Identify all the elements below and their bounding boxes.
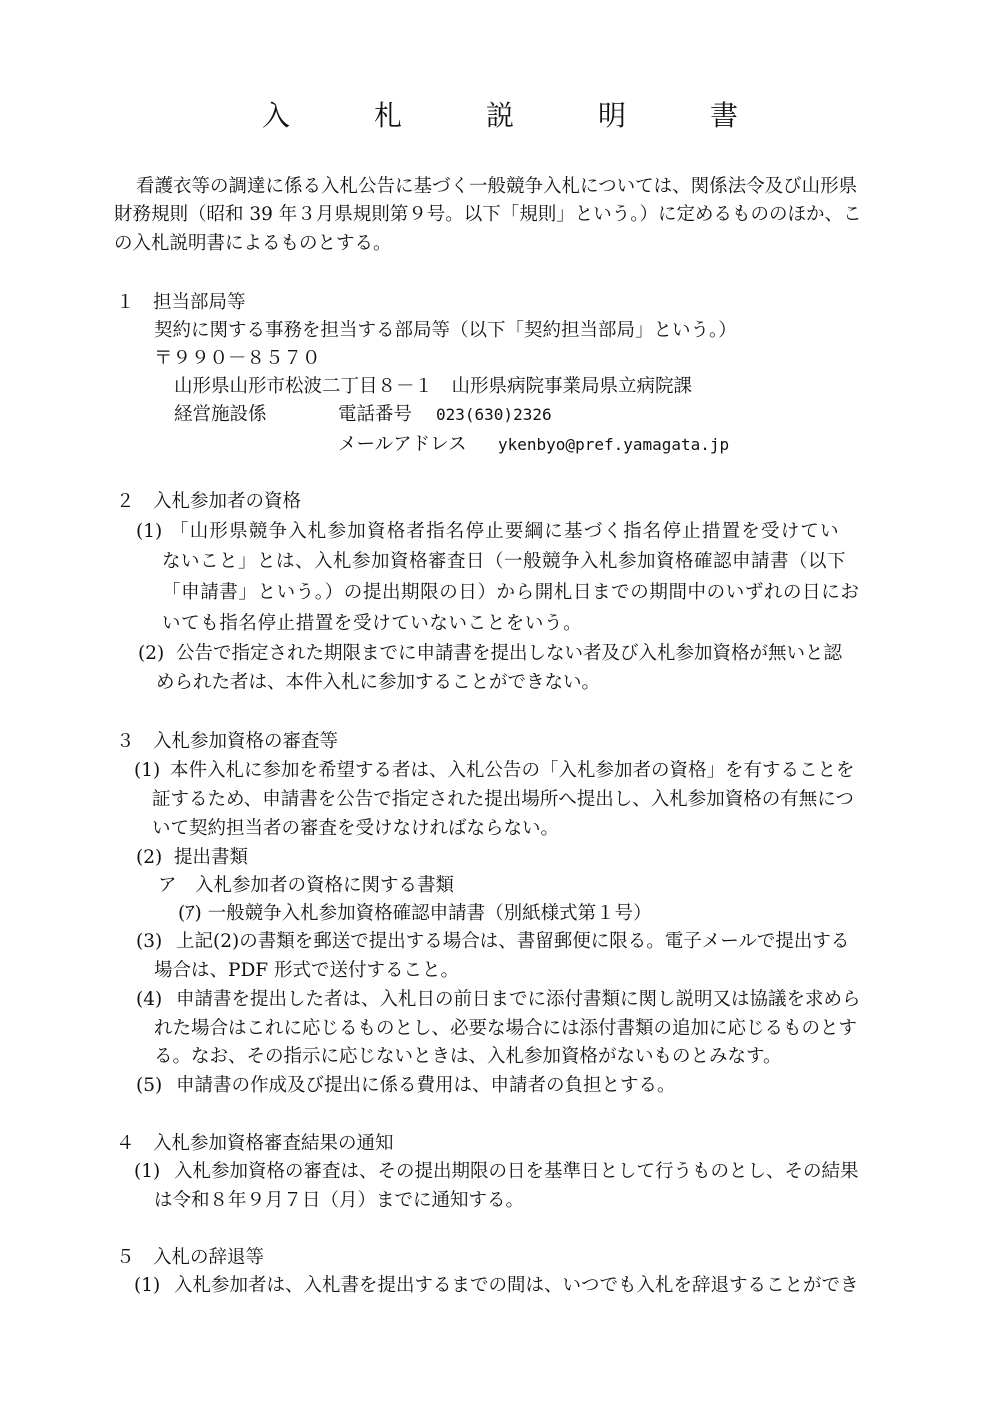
- section-1-heading: １ 担当部局等: [116, 292, 246, 313]
- s2-item-1-line-4: いても指名停止措置を受けていないことをいう。: [162, 613, 583, 634]
- s3-item-2-text: 提出書類: [174, 847, 249, 868]
- s4-item-1-line-1: 入札参加資格の審査は、その提出期限の日を基準日として行うものとし、その結果: [174, 1161, 859, 1182]
- s3-item-1-number: (1): [134, 760, 161, 781]
- section-2-heading: ２ 入札参加者の資格: [116, 491, 302, 512]
- s3-item-1-line-3: いて契約担当者の審査を受けなければならない。: [152, 818, 560, 839]
- s3-item-1-line-2: 証するため、申請書を公告で指定された提出場所へ提出し、入札参加資格の有無につ: [152, 789, 854, 810]
- tel-number: 023(630)2326: [436, 405, 552, 424]
- document-title: 入 札 説 明 書: [261, 99, 766, 132]
- section-4-heading: ４ 入札参加資格審査結果の通知: [116, 1133, 394, 1154]
- section-3-heading: ３ 入札参加資格の審査等: [116, 731, 339, 752]
- mail-label: メールアドレス: [338, 434, 467, 455]
- s4-item-1-number: (1): [134, 1161, 161, 1182]
- s3-item-5-number: (5): [136, 1075, 163, 1096]
- s3-item-2-sub-a-1: (ｱ) 一般競争入札参加資格確認申請書（別紙様式第１号）: [178, 903, 652, 924]
- s2-item-2-line-1: 公告で指定された期限までに申請書を提出しない者及び入札参加資格が無いと認: [176, 643, 843, 664]
- s3-item-3-number: (3): [136, 931, 163, 952]
- s5-item-1-line-1: 入札参加者は、入札書を提出するまでの間は、いつでも入札を辞退することができ: [174, 1275, 859, 1296]
- s3-item-2-number: (2): [136, 847, 163, 868]
- s4-item-1-line-2: は令和８年９月７日（月）までに通知する。: [154, 1190, 525, 1211]
- s3-item-4-line-2: れた場合はこれに応じるものとし、必要な場合には添付書類の追加に応じるものとす: [154, 1018, 858, 1039]
- intro-line-1: 看護衣等の調達に係る入札公告に基づく一般競争入札については、関係法令及び山形県: [136, 176, 858, 197]
- s3-item-2-sub-a: ア 入札参加者の資格に関する書類: [158, 875, 455, 896]
- intro-line-3: の入札説明書によるものとする。: [114, 233, 392, 254]
- intro-line-2: 財務規則（昭和 39 年３月県規則第９号。以下「規則」という。）に定めるもののほか、こ: [114, 204, 862, 225]
- section-1-text: 契約に関する事務を担当する部局等（以下「契約担当部局」という。）: [154, 320, 737, 341]
- s3-item-4-line-1: 申請書を提出した者は、入札日の前日までに添付書類に関し説明又は協議を求めら: [176, 989, 861, 1010]
- address: 山形県山形市松波二丁目８－１ 山形県病院事業局県立病院課: [174, 376, 693, 397]
- s2-item-2-number: (2): [138, 643, 165, 664]
- s2-item-1-line-1: 「山形県競争入札参加資格者指名停止要綱に基づく指名停止措置を受けてい: [170, 521, 840, 542]
- s3-item-4-number: (4): [136, 989, 163, 1010]
- s3-item-3-line-1: 上記(2)の書類を郵送で提出する場合は、書留郵便に限る。電子メールで提出する: [176, 931, 850, 952]
- section-name: 経営施設係: [174, 404, 267, 425]
- mail-address[interactable]: ykenbyo@pref.yamagata.jp: [498, 435, 730, 454]
- s2-item-2-line-2: められた者は、本件入札に参加することができない。: [156, 672, 601, 693]
- s3-item-1-line-1: 本件入札に参加を希望する者は、入札公告の「入札参加者の資格」を有することを: [170, 760, 855, 781]
- s3-item-5-text: 申請書の作成及び提出に係る費用は、申請者の負担とする。: [176, 1075, 676, 1096]
- s5-item-1-number: (1): [134, 1275, 161, 1296]
- tel-label: 電話番号: [338, 404, 413, 425]
- section-5-heading: ５ 入札の辞退等: [116, 1247, 265, 1268]
- s2-item-1-line-3: 「申請書」という。）の提出期限の日）から開札日までの期間中のいずれの日にお: [162, 582, 860, 603]
- s2-item-1-number: (1): [136, 521, 163, 542]
- s2-item-1-line-2: ないこと」とは、入札参加資格審査日（一般競争入札参加資格確認申請書（以下: [162, 551, 847, 572]
- s3-item-3-line-2: 場合は、PDF 形式で送付すること。: [154, 960, 459, 981]
- postal-code: 〒９９０－８５７０: [154, 348, 321, 369]
- s3-item-4-line-3: る。なお、その指示に応じないときは、入札参加資格がないものとみなす。: [154, 1046, 782, 1067]
